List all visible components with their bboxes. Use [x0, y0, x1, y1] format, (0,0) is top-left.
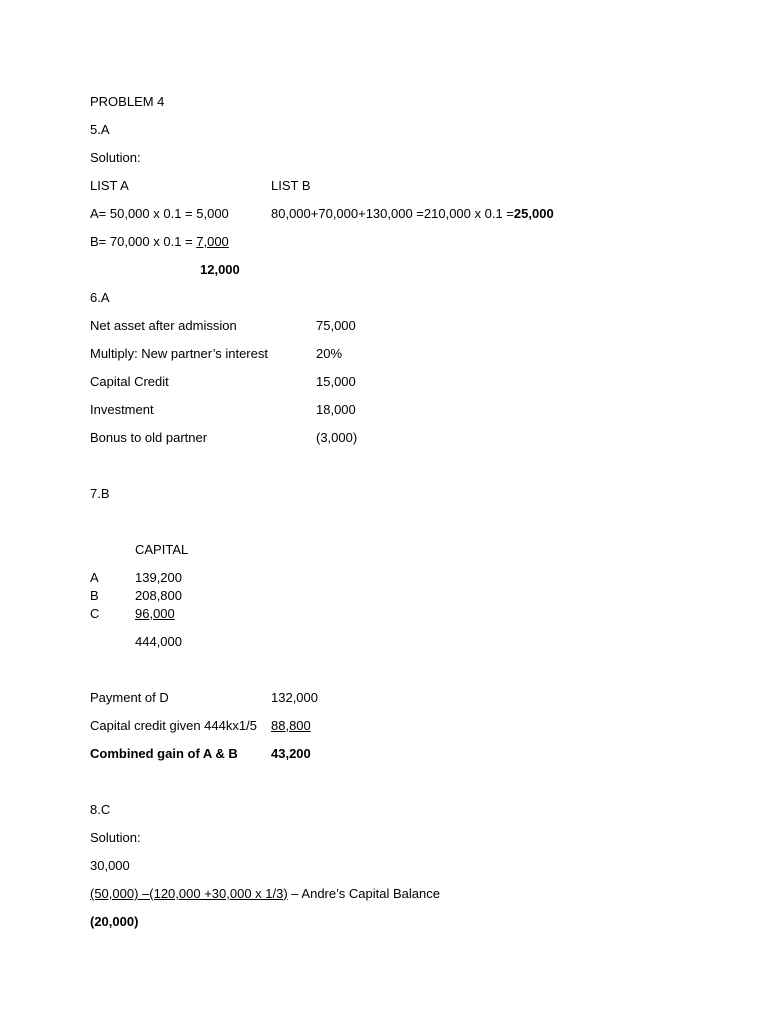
list-a-line-a: A= 50,000 x 0.1 = 5,000: [90, 206, 229, 221]
q6-row-label: Capital Credit: [90, 374, 169, 389]
payment-value: 132,000: [271, 690, 318, 705]
partner-name: C: [90, 606, 100, 621]
q6-row-label: Bonus to old partner: [90, 430, 208, 445]
q8-formula-suffix: – Andre’s Capital Balance: [287, 886, 440, 901]
q6-label: 6.A: [90, 290, 110, 305]
list-b-calculation: [271, 206, 554, 221]
list-a-line-b-text: B= 70,000 x 0.1 =: [90, 234, 197, 249]
partner-name: A: [90, 570, 99, 585]
partner-name: B: [90, 588, 99, 603]
q8-label: 8.C: [90, 802, 111, 817]
capital-total: 444,000: [135, 634, 182, 649]
partner-capital: 96,000: [135, 606, 175, 621]
q5-label: 5.A: [90, 122, 110, 137]
combined-gain-value: 43,200: [271, 746, 311, 761]
capital-credit-label: Capital credit given 444kx1/5: [90, 718, 257, 733]
list-a-header: LIST A: [90, 178, 129, 193]
list-a-total: 12,000: [200, 262, 240, 277]
q8-formula-expression: (50,000) –(120,000 +30,000 x 1/3): [90, 886, 288, 901]
q8-formula: [90, 886, 440, 901]
q6-row-label: Multiply: New partner’s interest: [90, 346, 268, 361]
q8-line: 30,000: [90, 858, 130, 873]
payment-label: Payment of D: [90, 690, 169, 705]
list-a-line-b: [90, 234, 229, 249]
q6-row-label: Investment: [90, 402, 154, 417]
q6-row-value: 15,000: [316, 374, 356, 389]
capital-header: CAPITAL: [135, 542, 189, 557]
q6-row-value: 20%: [316, 346, 343, 361]
capital-credit-value: 88,800: [271, 718, 311, 733]
partner-capital: 139,200: [135, 570, 182, 585]
q8-solution-label: Solution:: [90, 830, 141, 845]
list-b-header: LIST B: [271, 178, 311, 193]
q5-solution-label: Solution:: [90, 150, 141, 165]
q6-row-value: 18,000: [316, 402, 356, 417]
q6-row-value: (3,000): [316, 430, 358, 445]
q6-row-value: 75,000: [316, 318, 356, 333]
list-b-result: 25,000: [513, 206, 554, 221]
combined-gain-label: Combined gain of A & B: [90, 746, 238, 761]
problem-title: PROBLEM 4: [90, 94, 165, 109]
q7-label: 7.B: [90, 486, 110, 501]
list-b-calc-text: 80,000+70,000+130,000 =210,000 x 0.1 =: [271, 206, 514, 221]
list-a-line-b-value: 7,000: [196, 234, 229, 249]
q6-row-label: Net asset after admission: [90, 318, 237, 333]
q8-result: (20,000): [90, 914, 139, 929]
partner-capital: 208,800: [135, 588, 182, 603]
